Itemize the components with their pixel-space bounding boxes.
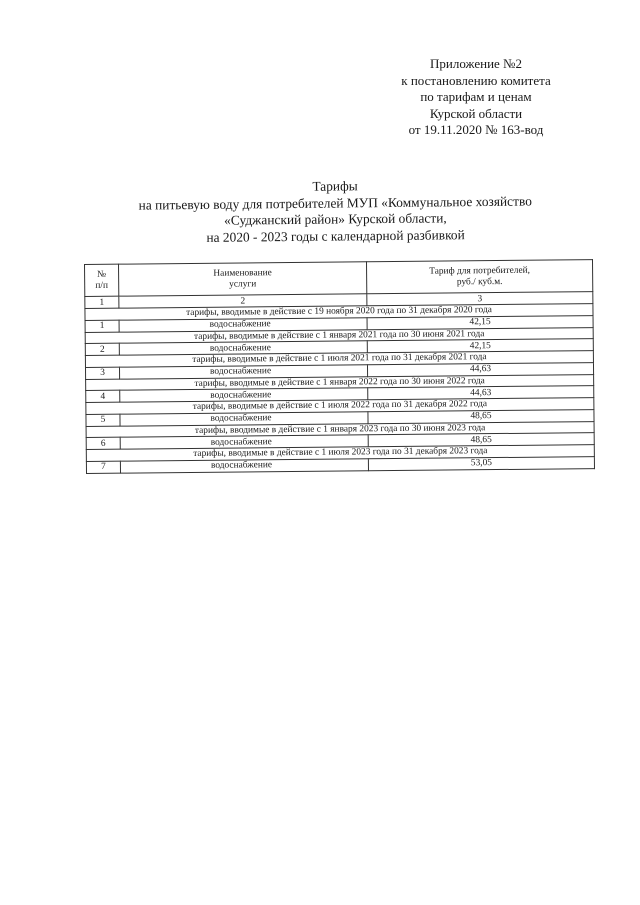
annex-line: по тарифам и ценам [420,89,532,105]
row-number: 2 [85,343,119,355]
annex-line: Курской области [429,105,523,121]
tariff-value: 42,15 [367,315,593,329]
service-name: водоснабжение [119,341,367,355]
annex-line: Приложение №2 [430,56,522,71]
row-number: 1 [85,320,119,332]
row-number: 6 [86,437,120,449]
tariff-table-body [85,260,595,473]
period-label: тарифы, вводимые в действие с 19 ноября 2020 года по 31 декабря 2020 года [85,304,593,320]
annex-line: от 19.11.2020 № 163-вод [408,122,544,138]
annex-line: к постановлению комитета [401,72,551,88]
document-title [100,176,571,247]
table-header-row [85,260,593,297]
service-name: водоснабжение [120,388,368,402]
row-number: 7 [86,461,120,473]
annex-header [360,56,592,139]
period-label: тарифы, вводимые в действие с 1 января 2023 года по 30 июня 2023 года [86,421,594,437]
period-label: тарифы, вводимые в действие с 1 июля 2021 года по 31 декабря 2021 года [85,351,593,367]
service-name: водоснабжение [119,317,367,331]
column-index: 1 [85,296,119,308]
title-line: на 2020 - 2023 годы с календарной разбивкой [206,226,465,245]
service-name: водоснабжение [120,458,368,472]
column-index: 3 [367,292,593,306]
tariff-value: 53,05 [368,456,594,470]
tariff-value: 42,15 [367,339,593,353]
period-label: тарифы, вводимые в действие с 1 июля 2023 года по 31 декабря 2023 года [86,445,594,461]
header-service: Наименование услуги [119,262,367,296]
title-line: на питьевую воду для потребителей МУП «Коммунальное хозяйство [138,193,532,213]
tariff-value: 48,65 [368,409,594,423]
row-number: 4 [86,390,120,402]
row-number: 3 [85,367,119,379]
row-number: 5 [86,414,120,426]
period-label: тарифы, вводимые в действие с 1 января 2021 года по 30 июня 2021 года [85,327,593,343]
header-num: № п/п [85,264,119,296]
service-name: водоснабжение [120,411,368,425]
column-index: 2 [119,294,367,308]
header-tariff: Тариф для потребителей, руб./ куб.м. [366,260,592,294]
service-name: водоснабжение [120,435,368,449]
service-name: водоснабжение [119,364,367,378]
tariff-table [84,259,595,473]
tariff-value: 48,65 [368,433,594,447]
title-line: Тарифы [312,178,358,194]
title-line: «Суджанский район» Курской области, [224,210,447,228]
period-label: тарифы, вводимые в действие с 1 июля 2022 года по 31 декабря 2022 года [86,398,594,414]
period-label: тарифы, вводимые в действие с 1 января 2022 года по 30 июня 2022 года [86,374,594,390]
tariff-value: 44,63 [367,362,593,376]
tariff-value: 44,63 [368,386,594,400]
